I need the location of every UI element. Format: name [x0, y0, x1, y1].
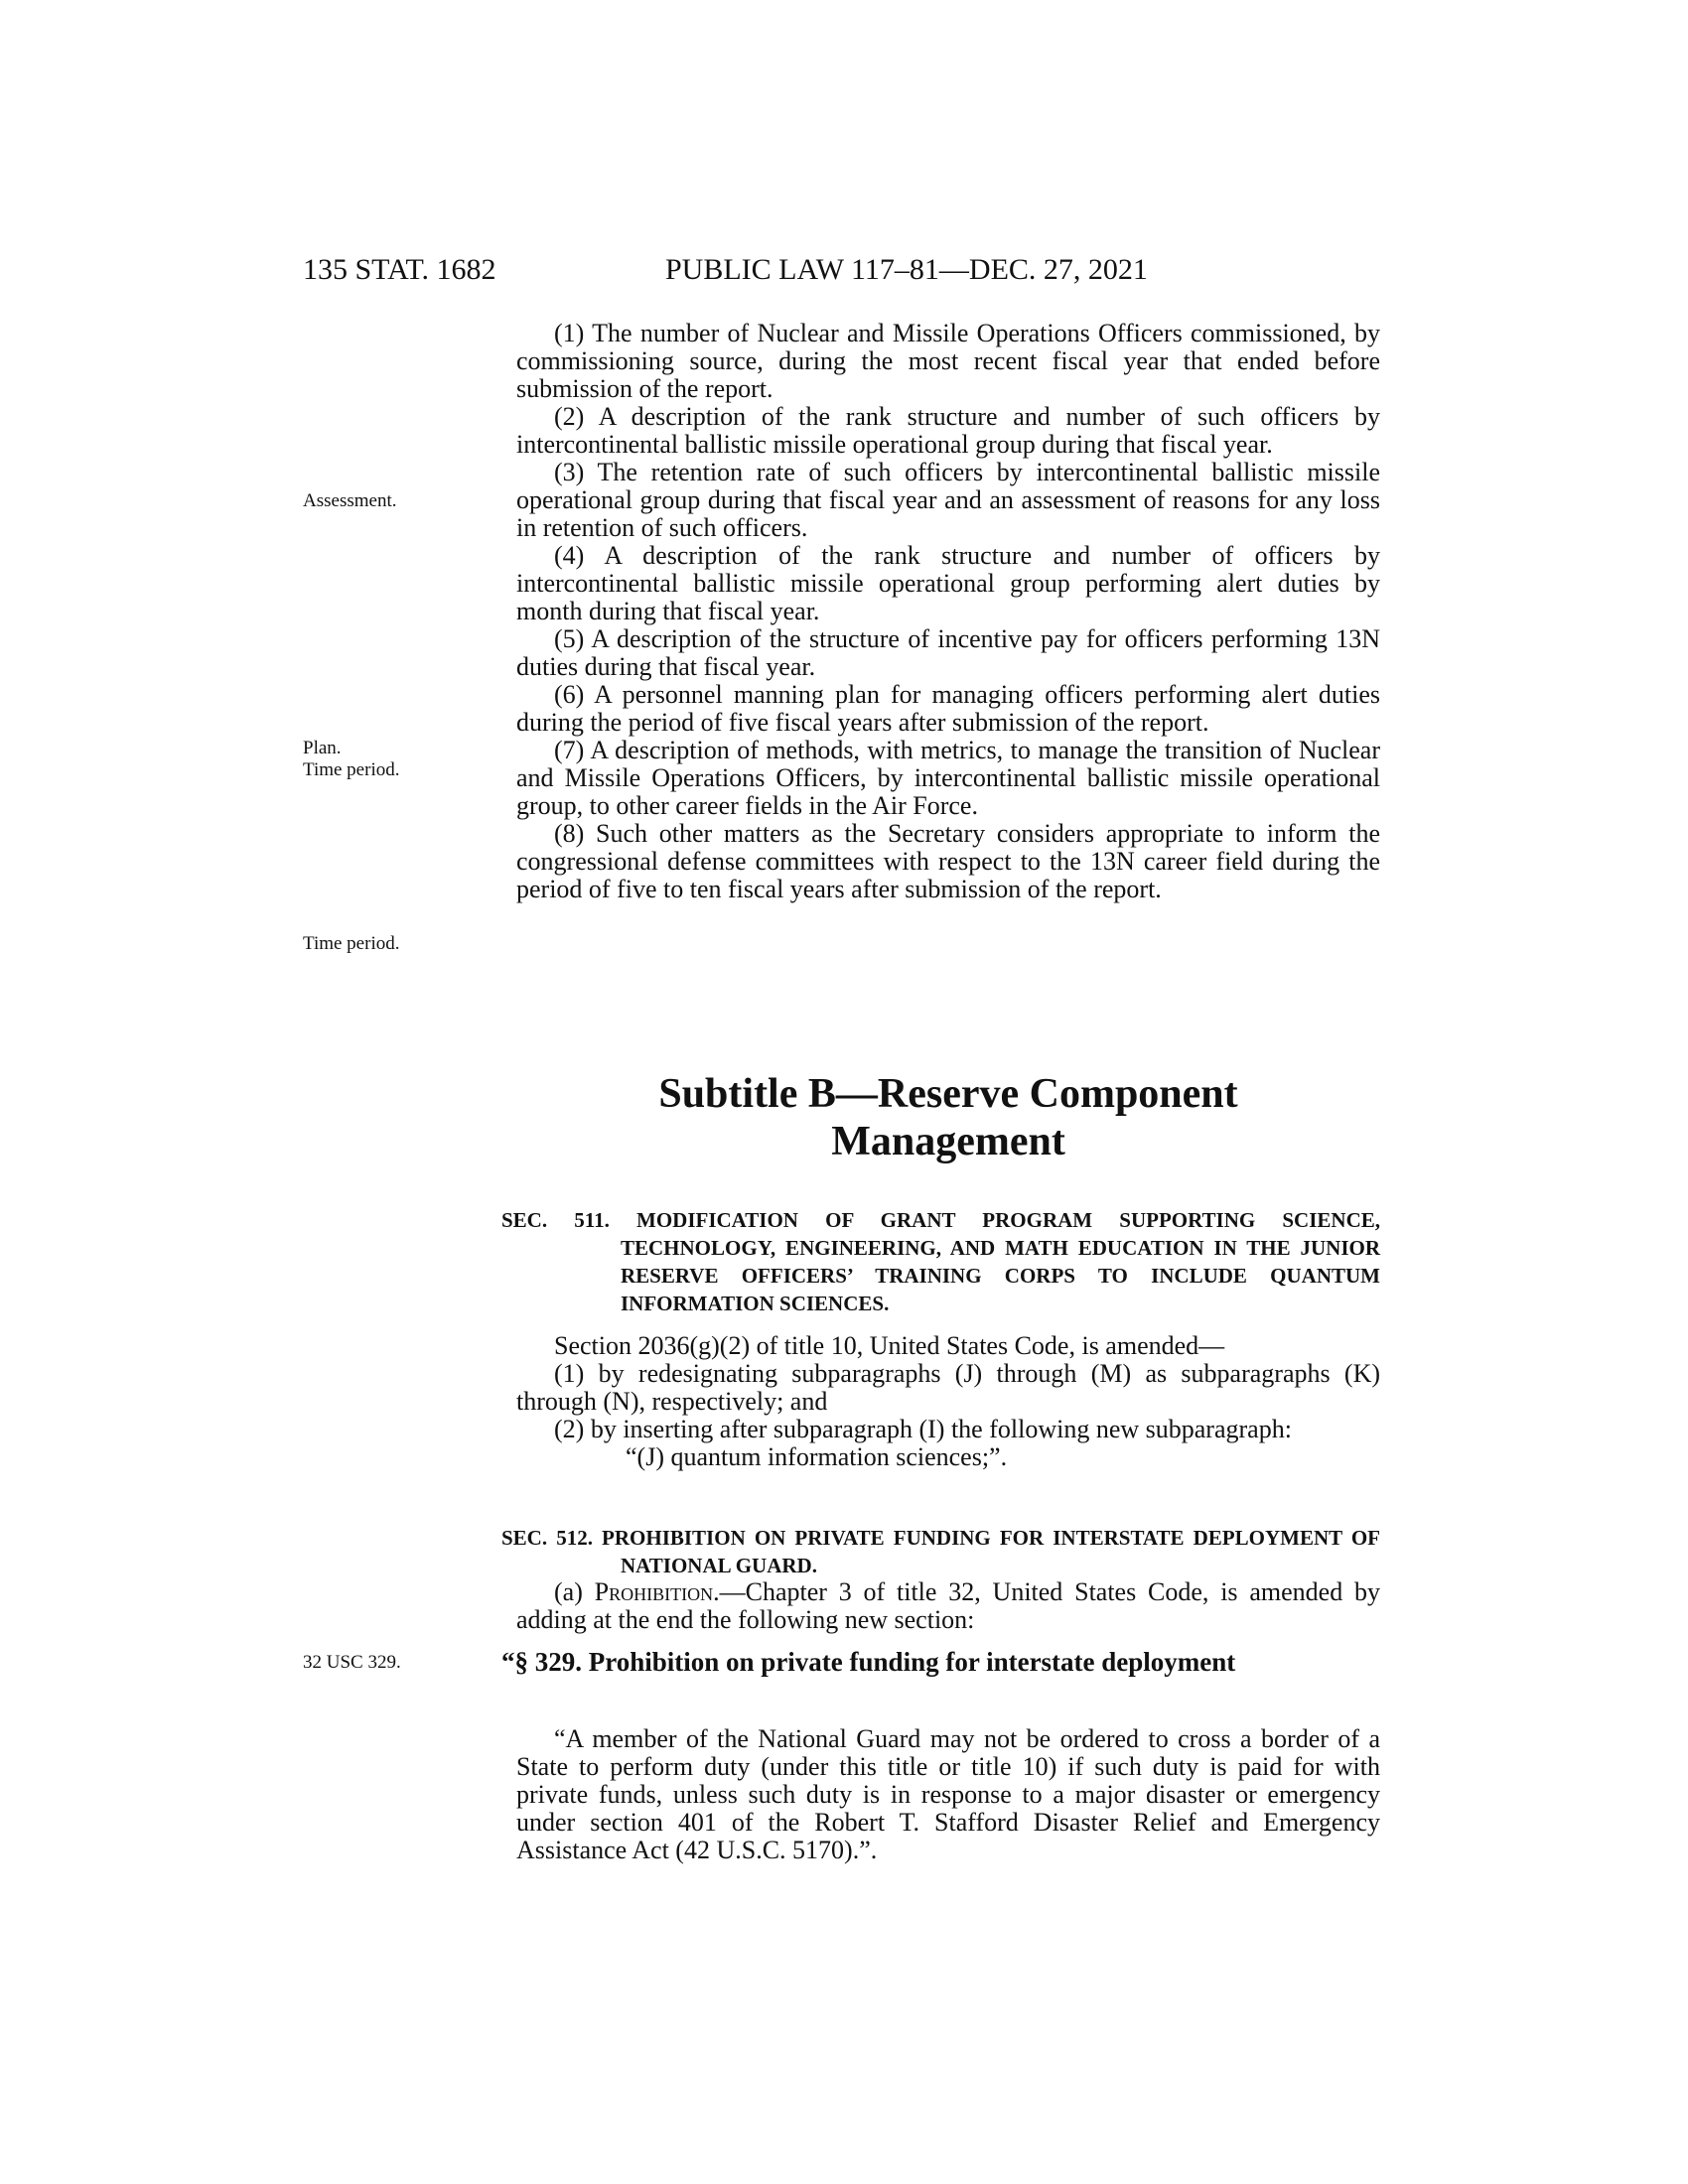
- new-section-329-text: “A member of the National Guard may not be ordered to cross a border of a State to perform duty (under this title or title 10) if such duty is paid for with private funds, unless such duty is in response to a major disaster or emergency under section 401 of the Robert T. Stafford Disaster Relief and Emergency Assistance Act (42 U.S.C. 5170).”.: [516, 1724, 1380, 1864]
- list-item: (4) A description of the rank structure and number of officers by intercontinental ballistic missile operational group performing alert duties by month during that fiscal year.: [516, 541, 1380, 625]
- margin-note-plan: Plan.: [303, 738, 342, 758]
- new-section-329-heading: “§ 329. Prohibition on private funding for interstate deployment: [501, 1647, 1236, 1677]
- subsection-body: .—Chapter 3 of title 32, United States Code, is amended by adding at the end the following new section:: [516, 1577, 1380, 1634]
- list-item: (8) Such other matters as the Secretary considers appropriate to inform the congressional defense committees with respect to the 13N career field during the period of five to ten fiscal years after submission of the report.: [516, 819, 1380, 903]
- page-header: [303, 250, 1465, 290]
- quoted-text: “(J) quantum information sciences;”.: [626, 1442, 1008, 1471]
- subtitle-line: Management: [831, 1119, 1065, 1164]
- margin-note-usc-citation: 32 USC 329.: [303, 1652, 401, 1673]
- list-item: (3) The retention rate of such officers by intercontinental ballistic missile operational group during that fiscal year and an assessment of reasons for any loss in retention of such officers.: [516, 458, 1380, 542]
- list-item: (2) by inserting after subparagraph (I) the following new subparagraph:: [554, 1415, 1292, 1443]
- subsection-label: (a): [554, 1577, 595, 1606]
- report-contents-list: [516, 320, 1380, 903]
- public-law-title: PUBLIC LAW 117–81—DEC. 27, 2021: [665, 253, 1148, 286]
- section-512-subsection-a: [516, 1578, 1380, 1634]
- subsection-caption: Prohibition: [594, 1577, 714, 1606]
- margin-note-time-period: Time period.: [303, 933, 400, 954]
- list-item: (5) A description of the structure of incentive pay for officers performing 13N duties during that fiscal year.: [516, 624, 1380, 681]
- section-511-heading: SEC. 511. MODIFICATION OF GRANT PROGRAM SUPPORTING SCIENCE, TECHNOLOGY, ENGINEERING, AND MATH EDUCATION IN THE JUNIOR RESERVE OFFICERS’ TRAINING CORPS TO INCLUDE QUANTUM INFORMATION SCIENCES.: [501, 1208, 1380, 1315]
- list-item: (6) A personnel manning plan for managing officers performing alert duties during the period of five fiscal years after submission of the report.: [516, 680, 1380, 737]
- list-item: (2) A description of the rank structure and number of such officers by intercontinental ballistic missile operational group during that fiscal year.: [516, 402, 1380, 459]
- subtitle-line: Subtitle B—Reserve Component: [658, 1071, 1238, 1117]
- subtitle-heading: [516, 1070, 1380, 1165]
- margin-note-time-period: Time period.: [303, 759, 400, 780]
- list-item: (1) by redesignating subparagraphs (J) through (M) as subparagraphs (K) through (N), respectively; and: [516, 1359, 1380, 1416]
- section-511-intro: Section 2036(g)(2) of title 10, United States Code, is amended—: [554, 1331, 1225, 1360]
- new-section-329-body: [516, 1725, 1380, 1864]
- list-item: (1) The number of Nuclear and Missile Operations Officers commissioned, by commissioning source, during the most recent fiscal year that ended before submission of the report.: [516, 319, 1380, 403]
- section-511-body: [516, 1332, 1380, 1471]
- margin-note-assessment: Assessment.: [303, 490, 397, 511]
- subsection-a-text: [516, 1578, 1380, 1634]
- list-item: (7) A description of methods, with metrics, to manage the transition of Nuclear and Missile Operations Officers, by intercontinental ballistic missile operational group, to other career fields in the Air Force.: [516, 736, 1380, 820]
- section-512-heading: SEC. 512. PROHIBITION ON PRIVATE FUNDING FOR INTERSTATE DEPLOYMENT OF NATIONAL GUARD.: [501, 1526, 1380, 1577]
- stat-citation: 135 STAT. 1682: [303, 253, 496, 286]
